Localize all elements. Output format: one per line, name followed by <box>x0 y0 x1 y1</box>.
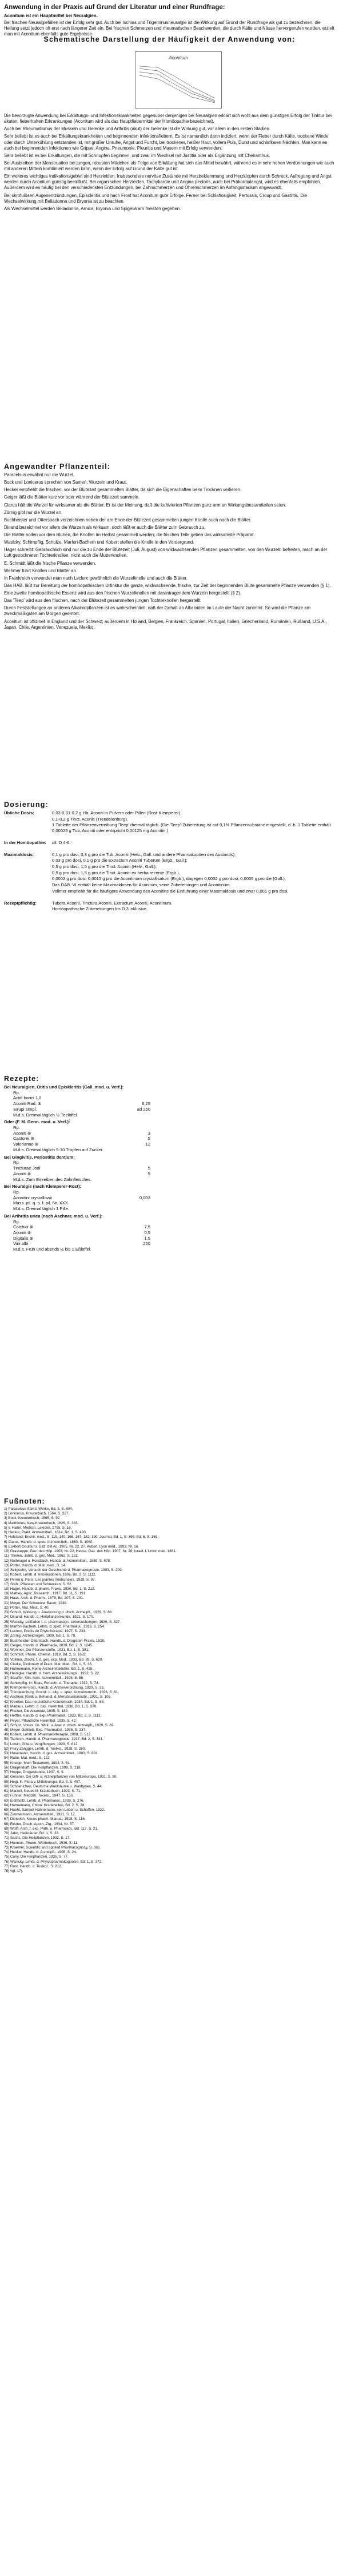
footnote: 47) Schulz, Vorles. üb. Wirk. u. Anw. d. dtsch. Arzneipfl., 1929, S. 82. <box>4 1723 115 1727</box>
body-paragraph: Bei Ausbleiben der Menstruation bei jungen, robusten Mädchen als Folge von Erkältung hat sich das Mittel bewährt, während es in sehr hohen Verdünnungen wie auch mit anderen Mitteln kombiniert werden kann, wenn der Erfolg auf Grund der Kälte gut ist. <box>4 160 334 171</box>
recipe-ingredient: Acidi borici 1,0 <box>13 1095 42 1101</box>
recipe-quantity <box>116 1219 150 1225</box>
recipe-ingredient: M.d.s. Dreimal täglich 1 Pille. <box>13 1206 69 1212</box>
recipe-line <box>4 1219 150 1225</box>
footnote: 46) Peyer, Pflanzliche Heilmittel, 1935, S. 42. <box>4 1718 77 1723</box>
dosage-label: In der Homöopathie: <box>4 839 46 845</box>
recipe-line <box>4 1177 150 1183</box>
dosage-heading: Dosierung: <box>4 801 49 809</box>
footnote: 12) Nothnagel u. Rossbach, Handb. d. Arzneimittell., 1880, S. 678. <box>4 1558 111 1563</box>
recipe-title: Bei Arthritis urica (nach Aschner, mod. u. Verf.): <box>4 1213 103 1219</box>
recipe-quantity: ad 250 <box>137 1106 150 1112</box>
footnote: 74) Henkel, Handb. d. Arzneipfl., 1908, S. 24. <box>4 1850 77 1855</box>
footnote: 54) Rabe, Mat. med., S. 122. <box>4 1756 51 1761</box>
footnote: 28) Zörnig, Arzneidrogen, 1909, Bd. 1, S. 79. <box>4 1634 76 1638</box>
recipe-quantity <box>116 1090 150 1096</box>
footnote: 8) Clarus, Handb. d. spec. Arzneimittell., 1860, S. 1060. <box>4 1540 94 1544</box>
recipe-line <box>4 1224 150 1230</box>
recipe-quantity <box>116 1112 150 1118</box>
footnote: 56) Dragendorff, Die Heilpflanzen, 1898, S. 218. <box>4 1765 82 1770</box>
footnote: 53) Husemann, Handb. d. ges. Arzneimittell., 1883, S. 891. <box>4 1751 99 1756</box>
recipe-line <box>4 1247 150 1252</box>
recipe-quantity: 12 <box>145 1142 150 1147</box>
recipe-line <box>4 1241 150 1247</box>
plant-part-paragraph: Clarus hält die Wurzel für wirksamer als die Blätter. Er ist der Meinung, daß die kultivierten Pflanzen ganz arm an Wirkungsbestandteilen seien. <box>4 502 286 508</box>
footnote: 25) Wasicky, Leitfaden f. d. pharmakogn. Untersuchungen, 1936, S. 327. <box>4 1619 121 1624</box>
footnote: 1) Paracelsus Sämtl. Werke, Bd. 3, S. 604. <box>4 1507 73 1511</box>
dosage-line: 0,03 g pro dosi, 0,1 g pro die Extractum Aconiti Tuberum (Ergb., Gall.); <box>52 858 188 863</box>
recipe-ingredient: Aconiti ⊗ <box>13 1171 31 1176</box>
footnote: 44) Fischer, Die Alkaloide, 1935, S. 189. <box>4 1709 69 1714</box>
footnote: 31) Wehmer, Die Pflanzenstoffe, 1931, Bd. 1, S. 351. <box>4 1648 89 1653</box>
footnote: 73) Kraemer, Scientific and applied Pharmacognosy, S. 386. <box>4 1845 101 1850</box>
plant-part-paragraph: E. Schmidt läßt die frische Pflanze verwenden. <box>4 560 97 566</box>
plant-part-paragraph: Das HAB. läßt zur Bereitung der homöopathischen Urtinktur die ganze, wildwachsende, frische, zur Zeit der beginnenden Blüte gesammelte Pflanze verwenden (§ 1). <box>4 582 331 588</box>
dosage-label: Rezeptpflichtig: <box>4 900 37 906</box>
footnote: 16) Perrot u. Paris, Les plantes médicinales, 1928, S. 97. <box>4 1577 96 1582</box>
recipe-ingredient: Digitalis ⊗ <box>13 1235 34 1241</box>
footnote: 70) Jahn, Heilkräuter, Bd. 1, S. 33. <box>4 1831 59 1836</box>
recipe-line <box>4 1112 150 1118</box>
plant-part-paragraph: Eine zweite homöopathische Essenz wird aus den frischen Wurzelknollen mit darantragendem Wurzeln hergestellt (§ 2). <box>4 590 241 596</box>
recipe-quantity <box>116 1200 150 1206</box>
recipe-line <box>4 1195 150 1201</box>
plant-part-paragraph: Das 'Teep' wird aus den frischen, nach der Blütezeit gesammelten jungen Tochterknollen hergestellt. <box>4 598 202 604</box>
footnote: 64) Hahnemann, Chron. Krankheiten, Bd. 2, S. 28. <box>4 1803 86 1807</box>
dosage-line: Vollmer empfiehlt für die häufigere Anwendung des Aconitins die Einführung einer Maximaldosis und zwar 0,001 g pro dosi. <box>52 888 289 894</box>
intro-section <box>4 3 335 39</box>
dosage-line: 0,03-0,01-0,2 g Hb. Aconiti in Pulvern oder Pillen (Rost-Klemperer). <box>52 810 182 815</box>
footnote: 62) Fühner, Medizin. Toxikol., 1947, S. 150. <box>4 1794 74 1798</box>
footnote: 42) Kroeber, Das neuzeitliche Kräuterbuch, 1934, Bd. 1, S. 68. <box>4 1699 105 1704</box>
footnote: 27) Leclerc, Précis de Phytothérapie, 1927, S. 233. <box>4 1629 86 1634</box>
footnote: 5) v. Haller, Medicin. Lexicon, 1755, S. 16. <box>4 1525 72 1530</box>
recipe-quantity: 5 <box>147 1171 150 1176</box>
plant-part-paragraph: Aconitum ist offizinell in England und der Schweiz; außerdem in Holland, Belgien, Frankreich, Spanien, Portugal, Italien, Griechenland, Rumänien, Rußland, U.S.A., Japan, Chile, Argentinien, Venezuela, Mexiko. <box>4 618 327 630</box>
recipe-ingredient: Vini albi <box>13 1241 29 1247</box>
footnote: 30) Geiger, Handb. d. Pharmacie, 1839, Bd. 2, S. 1245. <box>4 1643 93 1647</box>
footnote: 36) Heinigke, Handb. d. hom. Arzneiwirkungsl., 1922, S. 22. <box>4 1671 100 1676</box>
footnote: 24) Dinand, Handb. d. Heilpflanzenkunde, 1921, S. 170. <box>4 1615 94 1619</box>
footnotes-section <box>4 1496 335 1874</box>
footnote: 26) Marfori-Bachem, Lehrb. d. spez. Pharmakol., 1929, S. 254. <box>4 1624 105 1629</box>
recipe-quantity <box>116 1160 150 1166</box>
footnote: 23) Schulz, Wirkung u. Anwendung d. dtsch. Arzneipfl., 1929, S. 86. <box>4 1610 113 1615</box>
recipe-ingredient: Sirupi simpl. <box>13 1106 37 1112</box>
footnote: 68) Reuter, Dtsch. Apoth.-Ztg., 1934, Nr. 57. <box>4 1822 75 1826</box>
footnote: 41) Aschner, Klinik u. Behandl. d. Menstruationsstör., 1931, S. 105. <box>4 1695 111 1699</box>
recipe-quantity <box>116 1247 150 1252</box>
recipe-line <box>4 1131 150 1136</box>
plant-part-paragraph: Wehmer führt Knollen und Blätter an. <box>4 568 78 573</box>
recipe-ingredient: Rp. <box>13 1219 20 1224</box>
body-paragraph: Bei skrofulösen Augenentzündungen, Episcleritis und nach Frost hat Aconitum gute Erfolge. Ferner bei Schlaflosigkeit, Pertussis, Croup und Gastritis. Die Wechselwirkung mit Belladonna und Bryonia ist zu beachten. <box>4 192 308 204</box>
footnote: 19) Mathey, Agric. Research., 1917, Bd. 11, S. 191. <box>4 1592 86 1596</box>
recipe-ingredient: Aconitini crystallisati <box>13 1195 52 1200</box>
plant-part-paragraph: Durch Feststellungen an anderen Alkaloidpflanzen ist es wahrscheinlich, daß der Gehalt an Alkaloiden im Laufe der Nacht zunimmt. So wird die Pflanze am zweckmäßigsten am Morgen geerntet. <box>4 605 311 617</box>
chart-label: Aconitum <box>169 55 188 61</box>
plant-part-paragraph: Die Blätter sollen vor dem Blühen, die Knollen im Herbst gesammelt werden; die frischen Teile geben das wirksamste Präparat. <box>4 532 255 537</box>
recipe-ingredient: M.d.s. Früh und abends ½ bis 1 Eßlöffel. <box>13 1247 91 1252</box>
footnote: 61) Marzell, Neues ill. Kräuterbuch, 1923, S. 71. <box>4 1789 82 1794</box>
dosage-section <box>4 799 335 918</box>
recipe-ingredient: Aconiti Rad. ⊗ <box>13 1101 42 1107</box>
footnote: 6) Hecker, Prakt. Arzneimittell., 1814, Bd. 1, S. 490. <box>4 1530 87 1535</box>
plant-part-paragraph: Wasicky, Schimpflig, Schulze, Marfori-Bachem und Kobert stellen die Knolle in den Vordergrund. <box>4 540 194 545</box>
intro-subheading: Aconitum ist ein Hauptmittel bei Neuralgien. <box>4 13 98 19</box>
footnote: 55) Kneipp, Mein Testament, 1894, S. 81. <box>4 1761 71 1765</box>
recipe-quantity <box>116 1125 150 1131</box>
footnote: 22) Potter, Mat. Med., S. 40. <box>4 1605 50 1610</box>
recipe-quantity <box>116 1177 150 1183</box>
recipe-ingredient: M.d.s. Dreimal täglich 5-10 Tropfen auf Zucker. <box>13 1147 103 1152</box>
dosage-line: 0,5 g pro dosi, 1,5 g pro die Tinct. Aconiti ex herba recente (Ergb.). <box>52 870 180 875</box>
footnote: 58) Gessner, Die Gift- u. Arzneipflanzen von Mitteleuropa, 1931, S. 90. <box>4 1775 118 1779</box>
footnote: 32) Schmidt, Pharm. Chemie, 1919, Bd. 2, S. 1632. <box>4 1653 87 1657</box>
footnote: 59) Hegi, Ill. Flora v. Mitteleuropa, Bd. 3, S. 497. <box>4 1779 81 1784</box>
footnote: 34) Clarke, Dictionary of Pract. Mat. Med., Bd. 1, S. 36. <box>4 1662 93 1666</box>
plant-part-paragraph: Paracelsus erwähnt nur die Wurzel. <box>4 472 74 477</box>
dosage-line: 0,1-0,2 g Tinct. Aconiti (Trendelenburg). <box>52 816 129 822</box>
recipe-quantity <box>116 1095 150 1101</box>
body-paragraph: Auch bei Rheumatismus der Muskeln und Gelenke und Arthritis (akut) der Gelenke ist die Wirkung gut, vor allem in den ersten Stadien. <box>4 126 270 132</box>
footnote: 3) Bock, Kreutterbuch, 1565, S. 92. <box>4 1516 61 1521</box>
body-section <box>4 113 335 214</box>
recipe-ingredient: Mass. pil. q. s. f. pil. Nr. XXX. <box>13 1200 69 1206</box>
plant-part-paragraph: Geiger läßt die Blätter kurz vor oder während der Blütezeit sammeln. <box>4 495 140 500</box>
recipe-ingredient: Rp. <box>13 1189 20 1195</box>
footnote: 10) Grasseppe, Gaz. des Hôp. 1903; Nr. 22; Hesse, Gaz. des Hôp. 1907, Nr. 26; Israel, L'Union méd. 1861. <box>4 1549 177 1554</box>
frequency-chart <box>135 51 222 108</box>
footnote: 78) vgl. 17). <box>4 1869 23 1874</box>
dosage-line: dil. D 4-6. <box>52 839 71 845</box>
plant-part-paragraph: Buchheister und Ottersbach verzeichnen neben der am Ende der Blütezeit gesammelten jungen Knolle auch noch die Blätter. <box>4 517 252 523</box>
footnote: 65) Haehl, Samuel Hahnemann, sein Leben u. Schaffen, 1922. <box>4 1808 105 1812</box>
recipe-line <box>4 1090 150 1096</box>
recipe-line <box>4 1189 150 1195</box>
recipe-line <box>4 1171 150 1177</box>
dosage-row <box>4 810 335 834</box>
recipe-ingredient: Aconiti ⊗ <box>13 1130 31 1136</box>
plant-part-paragraph: Hecker empfiehlt die frischen, vor der Blütezeit gesammelten Blätter, da sich die Eigenschaften beim Trocknen verlieren. <box>4 487 242 493</box>
footnotes-heading: Fußnoten: <box>4 1497 45 1505</box>
footnote: 35) Hahnemann, Reine Arzneimittellehre, Bd. 1, S. 435. <box>4 1666 94 1671</box>
recipe-ingredient: Castorei ⊗ <box>13 1136 34 1142</box>
intro-text: Bei frischen Neuralgiefällen ist der Erfolg sehr gut. Auch bei Ischias und Trigeminusneuralgie ist die Wirkung auf Grund der Rundfrage als gut zu bezeichnen; die Heilung setzt jedoch oft erst nach längerer Zeit ein. Bei frischen Schmerzen und rheumatischen Beschwerden, die durch Kälte und Nässe hervorgerufen wurden, erzielt man mit Aconitum ebenfalls gute Ergebnisse. <box>4 19 334 37</box>
body-paragraph: Sehr beliebt ist es bei Erkältungen, die mit Schnupfen beginnen, und zwar im Wechsel mit Justitia oder als Ergänzung mit Cheiranthus. <box>4 152 270 158</box>
dosage-line: 0,1 g pro dosi, 0,3 g pro die Tub. Aconiti (Helv., Gall. und andere Pharmakopöen des Auslands); <box>52 851 236 857</box>
recipe-line <box>4 1160 150 1166</box>
footnote: 13) Potter, Handb. d. Mat. med., S. 14. <box>4 1563 66 1568</box>
footnote: 17) Stahl, Pflanzen und Schnecken, S. 62. <box>4 1582 73 1586</box>
footnote: 52) Flury-Zangger, Lehrb. d. Toxikol., 1928, S. 260. <box>4 1746 86 1751</box>
intro-heading: Anwendung in der Praxis auf Grund der Literatur und einer Rundfrage: <box>4 4 225 11</box>
recipe-line <box>4 1147 150 1153</box>
dosage-line: 1 Tablette der Pflanzenverreibung 'Teep' dreimal täglich. (Die 'Teep'-Zubereitung ist auf 0,1% Pflanzensubstanz eingestellt, d. h. 1 Tablette enthält 0,00025 g Tub. Aconiti oder entspricht 0,00125 mg Aconitin.) <box>52 822 331 834</box>
dosage-label: Übliche Dosis: <box>4 810 34 815</box>
footnote: 75) Cuny, Die Heilpflanzen, 1935, S. 77. <box>4 1855 69 1859</box>
recipe-ingredient: M.d.s. Zum Einreiben des Zahnfleisches. <box>13 1176 92 1182</box>
recipe-ingredient: Colchici ⊗ <box>13 1224 34 1230</box>
body-paragraph: Die bevorzugte Anwendung bei Erkältungs- und Infektionskrankheiten gegenüber denjenigen bei Neuralgien erklärt sich wohl aus dem günstigen Erfolg der Tinktur bei akuten, fieberhaften Erkrankungen (Aconitum wird als das Hauptfiebermittel der Homöopathie bezeichnet). <box>4 113 332 124</box>
footnote: 76) Wasicky, Lehrb. d. Physiopharmakognosie, Bd. 1, S. 372. <box>4 1859 103 1864</box>
footnote: 4) Matthiolus, New-Kreuterbuch, 1626, S. 383. <box>4 1521 79 1525</box>
dosage-line: Das DAB. VI enthält keine Maximaldosen für Aconitum, seine Zubereitungen und Aconitinum. <box>52 882 231 888</box>
recipe-ingredient: Tincturae Jodi <box>13 1166 41 1171</box>
footnote: 48) Meyer-Gottlieb, Exp. Pharmakol., 1936, S. 237. <box>4 1728 86 1733</box>
footnote: 60) Schoenichen, Deutsche Waldbäume u. Waldtypen, S. 44. <box>4 1784 102 1789</box>
recipe-quantity: 7,5 <box>144 1224 150 1230</box>
recipe-quantity: 3 <box>147 1130 150 1136</box>
footnote: 71) Sachs, Die Heilpflanzen, 1932, S. 17. <box>4 1836 71 1840</box>
recipe-line <box>4 1230 150 1236</box>
dosage-value <box>52 840 335 846</box>
footnote: 69) Wolff, Arch. f. exp. Path. u. Pharmakol., Bd. 117, S. 21. <box>4 1826 98 1831</box>
recipe-quantity: 1,5 <box>144 1235 150 1241</box>
recipe-quantity <box>116 1189 150 1195</box>
recipe-line <box>4 1136 150 1142</box>
footnote: 9) Eckbert-Goulburn, Gaz. del Ac. 1905, Nr. 22, 27. Auberl, Lyon méd., 1893, Nr. 16. <box>4 1544 139 1549</box>
footnote: 72) Hunnius, Pharm. Wörterbuch, 1936, S. 11. <box>4 1840 78 1845</box>
recipe-title: Bei Neuralgie (nach Klemperer-Rost): <box>4 1184 82 1189</box>
chart-title-section <box>4 35 335 45</box>
recipe-title: Oder (F. M. Germ. mod. u. Verf.): <box>4 1119 70 1125</box>
footnote: 50) Tschirch, Handb. d. Pharmakognosie, 1917, Bd. 2, S. 341. <box>4 1737 104 1742</box>
footnote: 38) Schimpflig, in: Boas, Fortschr. d. Therapie, 1932, S. 74. <box>4 1681 99 1685</box>
footnote: 20) Haas, Arch. d. Pharm., 1875, Bd. 207, S. 201. <box>4 1596 84 1601</box>
dosage-line: 0,0002 g pro dosi, 0,0015 g pro die Aconitinum crystallisatum (Ergb.), dagegen 0,0002 g pro dosi, 0,0005 g pro die (Gall.). <box>52 876 286 882</box>
plant-part-heading: Angewandter Pflanzenteil: <box>4 463 111 471</box>
recipe-title: Bei Gingivitis, Periostitis dentium: <box>4 1154 75 1160</box>
dosage-line: Tubera Aconiti, Tinctura Aconiti, Extractum Aconiti, Aconitinum. <box>52 900 173 906</box>
body-paragraph: Ein weiteres wichtiges Indikationsgebiet sind Herzleiden. Insbesondere nervöse Zustände mit Herzbeklemmung und Herzklopfen durch Schreck, Aufregung und Angst werden durch Aconitum günstig beeinflußt. Bei organischen Herzleiden, Tachykardie und Angina pectoris, auch bei Präkordialangst, wird es ebenfalls empfohlen. Außerdem wird es häufig bei den verschiedensten Entzündungen, bei Zahnschmerzen und Ohrenschmerzen im Anfangsstadium angewandt. <box>4 174 332 191</box>
plant-part-paragraph: Dinand bezeichnet vor allem die Wurzeln als wirksam, doch läßt er auch die Blätter zum Gebrauch zu. <box>4 524 206 530</box>
dosage-line: Homöopathische Zubereitungen bis D 3 inklusive. <box>52 906 148 912</box>
dosage-line: 0,5 g pro dosi, 1,5 g pro die Tinct. Aconiti (Helv., Gall.); <box>52 864 157 870</box>
footnote: 66) Zimmermann, Arzneimittell., 1921, S. 17. <box>4 1813 76 1817</box>
frequency-chart-svg <box>135 51 222 108</box>
recipe-line <box>4 1101 150 1107</box>
recipes-heading: Rezepte: <box>4 1075 39 1083</box>
recipe-ingredient: Aconiti ⊗ <box>13 1229 31 1235</box>
body-paragraph: Sehr beliebt ist es auch bei Erkältungskrankheiten und beginnenden Infektionsfiebern. Es ist namentlich dann indiziert, wenn der Fieber durch Kälte, trockene Winde oder durch Unterkühlung entstanden ist, mit großer Unruhe, Angst und Furcht, bei trockener, heißer Haut, vollem Puls, Durst und schlaflosen Nächten. Man kann es auch bei beginnenden Infektionen wie Grippe, Angina, Pneumonie, Pleuritis und Masern mit Erfolg verwenden. <box>4 134 329 151</box>
footnote: 7) Hufeland, Enchir. med., S. 119, 140, 166, 167, 182, 190; Journal, Bd. 1, S. 396; Bd. 6, S. 168. <box>4 1535 159 1540</box>
recipe-ingredient: M.d.s. Dreimal täglich ½ Teelöffel. <box>13 1112 78 1118</box>
recipe-line <box>4 1200 150 1206</box>
footnote: 37) Stauffer, Klin. hom. Arzneimittell., 1926, S. 56. <box>4 1676 84 1681</box>
dosage-value <box>52 852 335 895</box>
recipe-quantity: 5 <box>147 1136 150 1142</box>
footnote: 21) Meyer, Der Schweizer Bauer, 1938. <box>4 1601 67 1605</box>
footnote: 33) Vollmer, Ztschr. f. d. ges. exp. Med., 1933, Bd. 89, S. 620. <box>4 1657 103 1662</box>
footnote: 11) Thieme, Jahrb. d. ges. Med., 1862, S. 122. <box>4 1554 79 1558</box>
plant-part-paragraph: Bock und Lonicerus sprechen von Samen, Wurzeln und Kraut. <box>4 480 127 485</box>
footnote: 18) Hager, Handb. d. pharm. Praxis, 1930, Bd. 1, S. 212. <box>4 1586 95 1591</box>
recipes-section <box>4 1074 335 1252</box>
footnote: 14) Seligsohn, Versuch der Geschichte d. Pharmakognosie, 1903, S. 209. <box>4 1568 123 1573</box>
body-paragraph: Als Wechselmittel werden Belladonna, Arnica, Bryonia und Spigelia am meisten gegeben. <box>4 206 181 211</box>
footnote: 40) Trendelenburg, Grundl. d. allg. u. spez. Arzneiverordn., 1926, S. 61. <box>4 1690 119 1695</box>
recipe-line <box>4 1236 150 1241</box>
footnote: 2) Lonicerus, Kreuterbuch, 1564, S. 227. <box>4 1512 70 1516</box>
recipe-title: Bei Neuralgien, Otitis und Episkleritis (Gall. mod. u. Verf.): <box>4 1084 124 1090</box>
footnote: 39) Klemperer-Rost, Handb. d. Arzneiverordnung, 1929, S. 33. <box>4 1685 105 1690</box>
plant-part-paragraph: In Frankreich verwendet man nach Leclerc gewöhnlich die Wurzelknolle und auch die Blätter. <box>4 575 188 581</box>
footnote: 29) Buchheister-Ottersbach, Handb. d. Drogisten-Praxis, 1928. <box>4 1638 105 1643</box>
recipe-quantity: 5 <box>147 1166 150 1171</box>
recipe-line <box>4 1125 150 1131</box>
dosage-value <box>52 810 335 834</box>
footnote: 15) Kobert, Lehrb. d. Intoxikationen, 1906, Bd. 2, S. 1112. <box>4 1573 97 1577</box>
recipe-quantity: 6,25 <box>142 1101 150 1107</box>
recipe-ingredient: Valerianae ⊗ <box>13 1142 39 1147</box>
footnote: 63) Eichholtz, Lehrb. d. Pharmakol., 1939, S. 276. <box>4 1798 85 1803</box>
dosage-row <box>4 852 335 895</box>
dosage-row <box>4 901 335 913</box>
footnote: 57) Hoppe, Drogenkunde, 1937, S. 9. <box>4 1770 65 1775</box>
recipe-quantity: 250 <box>143 1241 150 1247</box>
recipe-line <box>4 1095 150 1101</box>
recipe-quantity <box>116 1147 150 1153</box>
plant-part-paragraph: Zörnig gibt nur die Wurzel an. <box>4 509 63 515</box>
recipe-ingredient: Rp. <box>13 1090 20 1095</box>
plant-part-paragraph: Hager schreibt: Gebräuchlich sind nur die zu Ende der Blütezeit (Juli, August) von wildwachsenden Pflanzen gesammelten, von den Wurzeln befreiten, rasch an der Luft getrockneten Tochterknollen, nicht auch die Mutterknollen. <box>4 547 328 558</box>
recipe-line <box>4 1107 150 1112</box>
footnote: 77) Rost, Handb. d. Toxikol., S. 212. <box>4 1864 62 1868</box>
recipe-quantity: 0,5 <box>144 1229 150 1235</box>
footnote: 45) Heffter, Handb. d. exp. Pharmakol., 1923, Bd. 2, S. 1112. <box>4 1714 102 1718</box>
dosage-value <box>52 901 335 913</box>
recipe-line <box>4 1206 150 1212</box>
recipe-quantity <box>116 1206 150 1212</box>
plant-part-section <box>4 461 335 632</box>
recipe-ingredient: Rp. <box>13 1160 20 1166</box>
dosage-label: Maximaldosis: <box>4 851 34 857</box>
recipe-quantity: 0,003 <box>139 1195 150 1200</box>
footnote: 67) Dieterich, Neues pharm. Manual, 1928, S. 116. <box>4 1817 86 1822</box>
recipe-line <box>4 1142 150 1147</box>
footnote: 49) Kobert, Lehrb. d. Pharmakotherapie, 1908, S. 512. <box>4 1733 92 1737</box>
footnote: 51) Lewin, Gifte u. Vergiftungen, 1929, S. 612. <box>4 1742 79 1746</box>
recipe-ingredient: Rp. <box>13 1125 20 1131</box>
chart-title: Schematische Darstellung der Häufigkeit der Anwendung von: <box>43 35 296 43</box>
recipe-line <box>4 1166 150 1171</box>
footnote: 43) Madaus, Lehrb. d. biol. Heilmittel, 1938, Bd. 1, S. 370. <box>4 1704 97 1709</box>
dosage-row <box>4 840 335 846</box>
